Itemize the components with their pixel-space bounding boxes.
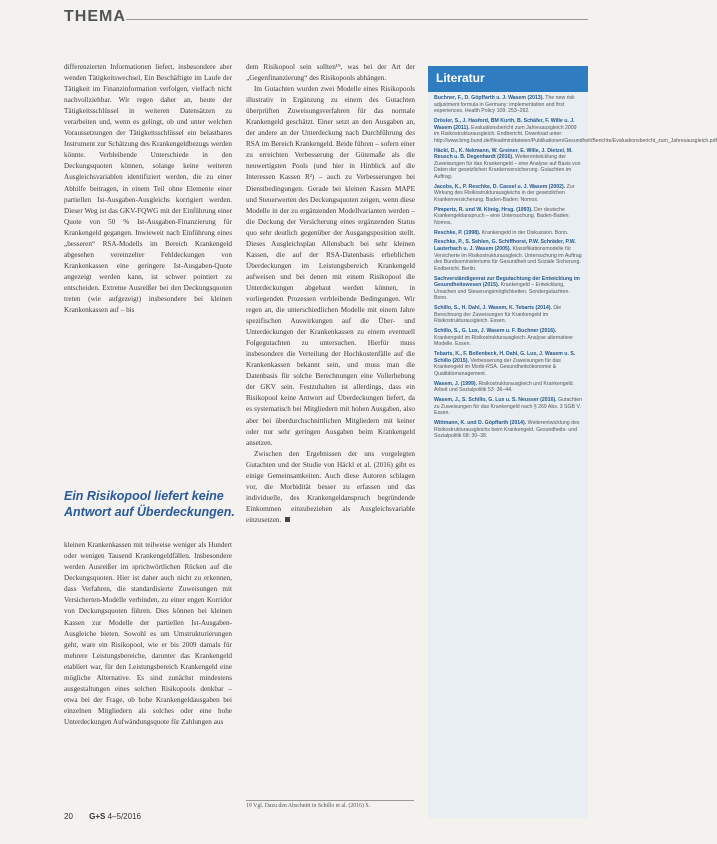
reference-item — [434, 207, 582, 227]
reference-text: The new risk adjustment formula in Germany: implementation and first experiences. Health Policy 109: 253–262. — [434, 95, 575, 115]
column-2-paragraph-3-text: Zwischen den Ergebnissen der uns vorgelegten Gutachten und der Studie von Häckl et al. (2016) gibt es einige Gemeinsamkeiten. Auch diese Autoren schlagen vor, die Morbidität besser zu erfassen und das individuelle, des Krankengeldanspruch begründende Einkommen einzubeziehen als Ausgleichsvariable einzusetzen. — [246, 449, 415, 524]
reference-author: Wittmann, K. und D. Göpffarth (2014). — [434, 419, 527, 426]
reference-text: Der deutsche Krankengeldanspruch – eine Untersuchung. Baden-Baden: Nomos. — [434, 206, 570, 226]
reference-item — [434, 420, 582, 440]
reference-author: Tebarts, K., F. Bollenbeck, H. Dahl, G. Lux, J. Wasem u. S. Schillo (2015). — [434, 351, 576, 364]
column-2 — [246, 62, 415, 526]
reference-text: Krankengeld in der Diskussion. Bonn. — [481, 229, 569, 236]
section-title: THEMA — [64, 8, 126, 25]
reference-author: Reschke, P., S. Sehlen, G. Schiffhorst, P.W. Schräder, P.W. Lauterbach u. J. Wasem (2005). — [434, 239, 576, 252]
pull-quote: Ein Risikopool liefert keine Antwort auf Überdeckungen. — [64, 489, 235, 519]
reference-author: Pimpertz, R. und W. König, Hrsg. (1993). — [434, 206, 533, 213]
page-footer — [64, 812, 141, 821]
reference-item — [434, 351, 582, 377]
reference-text: Evaluationsbericht zum Jahresausgleich 2009 im Risikostrukturausgleich. Endbericht. Download unter: http://www.bmg.bund.de/fileadmin/dateien/Publikationen/Gesundheit/Berichte/Evaluationsbericht_zum_Jahresausgleich.pdf — [434, 124, 717, 144]
reference-author: Jacobs, K., P. Reschke, D. Cassel u. J. Wasem (2002). — [434, 183, 566, 190]
reference-author: Buchner, F., D. Göpffarth u. J. Wasem (2013). — [434, 95, 544, 101]
reference-text: Krankengeld – Entwicklung, Ursachen und Steuerungsmöglichkeiten. Sondergutachten. Bonn. — [434, 282, 570, 302]
reference-item — [434, 328, 582, 348]
reference-item — [434, 184, 582, 204]
reference-item — [434, 381, 582, 394]
reference-item — [434, 148, 582, 181]
end-mark-icon — [285, 517, 290, 522]
magazine-name: G+S — [89, 812, 106, 821]
reference-author: Schillo, S., H. Dahl, J. Wasem, K. Tebarts (2014). — [434, 305, 552, 312]
column-2-paragraph-1: dem Risikopool sein sollten¹⁹, was bei der Art der „Gegenfinanzierung“ des Risikopools abhängen. — [246, 63, 415, 83]
reference-list — [428, 92, 717, 446]
header-rule — [126, 19, 588, 20]
literature-sidebar — [428, 66, 717, 818]
reference-text: Krankengeld im Risikostrukturausgleich: Analyse alternativer Modelle. Essen. — [434, 334, 573, 348]
reference-text: Weiterentwicklung der Zuweisungen für das Krankengeld – eine Analyse auf Basis von Daten der gesetzlichen Krankenversicherung. Gutachten im Auftrag. — [434, 154, 581, 180]
column-1-bottom — [64, 533, 232, 735]
sidebar-title: Literatur — [428, 66, 588, 92]
reference-text: Zur Wirkung des Risikostrukturausgleichs in der gesetzlichen Krankenversicherung. Baden-Baden: Nomos. — [434, 183, 575, 203]
reference-item — [434, 397, 582, 417]
reference-author: Sachverständigenrat zur Begutachtung der Entwicklung im Gesundheitswesen (2015). — [434, 275, 580, 289]
reference-item — [434, 230, 582, 237]
reference-author: Wasem, J. (1999). — [434, 380, 478, 387]
reference-author: Schillo, S., G. Lux, J. Wasem u. F. Buchner (2016). — [434, 328, 557, 335]
reference-text: Verbesserung der Zuweisungen für das Krankengeld im Morbi-RSA. Gesundheitsökonomie & Qualitätsmanagement. — [434, 357, 561, 377]
reference-item — [434, 305, 582, 325]
issue-number: 4–5/2016 — [107, 812, 141, 821]
reference-item — [434, 239, 582, 272]
column-1-bottom-text: kleinen Krankenkassen mit teilweise weniger als Hundert oder wenigen Tausend Krankengeldfällen. Insbesondere werden Ausreißer im sprichwörtlichen Rücken auf die Deckungsquoten. Hier ist daher auch nicht zu erkennen, dass Verfahren, die standardisierte Zuweisungen mit Versicherten-Modelle verbinden, zu einer engen Korridor von Deckungsquoten führen. Dies können bei kleinen Kassen zur Modelle der partiellen Ist-Ausgaben-Ausgleiche bieten. Sowohl es um Umstrukturierungen geht, ware ein Risikopool, wie er bis 2009 damals für mehrere Leistungsbereiche, darunter das Krankengeld etabliert war, für den Leistungsbereich Krankengeld eine mögliche Alternative. Es sind zunächst mindestens ausgestaltungen eines solchen Risikopools denkbar – etwa bei der Frage, ob hohe Krankengeldausgaben bei einzelnen Mitgliedern als solches oder eine hohe Unterdeckungen Aufwändungsquote für Zahlungen aus — [64, 541, 232, 726]
footnote: 19 Vgl. Dazu den Abschnitt in Schillo et al. (2016) S. — [246, 800, 414, 810]
reference-item — [434, 117, 717, 144]
reference-text: Weiterentwicklung des Risikostrukturausgleichs beim Krankengeld. Gesundheits- und Sozialpolitik 68: 30–38. — [434, 419, 580, 440]
page-number: 20 — [64, 812, 73, 821]
column-1-top — [64, 62, 232, 316]
page-header — [64, 8, 588, 32]
column-2-paragraph-2: Im Gutachten wurden zwei Modelle eines Risikopools illustrativ in Ergänzung zu einem des Gutachten überprüften Zuweisungsverfahren für das normale Krankengeld geschätzt. Einer setzt an den Ausgaben an, der andere an der Unterdeckung nach Durchführung des RSA im Bereich Krankengeld. Beide führen – sofern einer zu erreichten Verbesserung der Gütemaße als die neuwertigsten Pools (und hier in Hinblick auf die Interessen Kassen R²) – auch zu Verbesserungen bei Dienstbedingungen. Gerade bei kleinen Kassen MAPE und Steuerwerten des Deckungsquoten zeigen, wenn diese Modelle in der zu ergänzenden Modellvarianten werden – die Deckung der Versicherung eines ergänzenden Status quo sehr deutlich gegenüber der Ausgangsposition stellt. Dieses Ausgleichsplan Allensbach bei sehr kleinen Kassen, die auf der RSA-Datenbasis erheblichen Überdeckungen im Leistungsbereich Krankengeld aufweisen und bei denen mit einem Risikopool die Unterdeckungen abgebaut werden können, in vorliegenden Prozessen verbleibende Bedingungen. Wir regen an, die unterschiedlichen Modelle mit einem Jahre spezifischen Auswirkungen auf die Über- und Unterdeckungen der Krankenkassen zu einem eventuell Folgegutachten zu untersuchen. Hierfür muss insbesondere die Verteilung der Hochkostenfälle auf die Krankenkassen bekannt sein, und muss man die Datenbasis für solche Berechnungen eine Vollerhebung der GKV sein. Festzuhalten ist allerdings, dass ein Risikopool keine Antwort auf Überdeckungen liefert, da es systematisch bei Mitgliedern mit hohen Ausgaben, also aber bei überdurchschnittlichen Mitgliedern mit keiner oder nur sehr geringen Ausgaben beim Krankengeld ansetzen. — [246, 85, 415, 447]
reference-author: Häckl, D., K. Nekmann, W. Greiner, E. Wille, J. Dietzel, M. Reusch u. B. Degenhardt (2016). — [434, 147, 573, 161]
reference-item — [434, 276, 582, 302]
reference-text: Klassifikationsmodelle für Versicherte im Risikostrukturausgleich. Untersuchung im Auftrag des Bundesministeriums für Gesundheit und Soziale Sicherung. Endbericht. Berlin. — [434, 246, 582, 272]
reference-text: Risikostrukturausgleich und Krankengeld. Arbeit und Sozialpolitik 53: 36–44. — [434, 380, 574, 394]
reference-text: Die Berechnung der Zuweisungen für Krankengeld im Risikostrukturausgleich. Essen. — [434, 305, 562, 325]
reference-item — [434, 95, 582, 115]
column-1-text: differenzierten Informationen liefert, insbesondere aber wenden Tätigkeitswechsel, Ein Beschäftigte im Laufe der Tätigkeit im Finanzinformation verfolgen, vielfach nicht nachvollziehbar. Wir regen daher an, heute der Tätigkeitsschlüssel in weiteren Datensätzen zu verarbeiten und, wenn es gelingt, ob und unter welchen Voraussetzungen der Tätigkeitsschlüssel ein belastbares Instrument zur Schätzung des Krankengeldbezugs werden könnte. Verbleibende Unterschiede in den Deckungsquoten können, solange keine weiteren Ausgleichsvariablen identifiziert werden, die zu einer Abhilfe beitragen, in einem Teil ohne Elemente einer partiellen Ist-Ausgaben-Ausgleichs korrigiert werden. Dieser Weg ist das GKV-FQWG mit der Einführung einer Quote von 50 % Ist-Ausgaben-Finanzierung für Krankengeld gegangen. Inwieweit nach Einführung eines „besseren“ RSA-Modells im Bereich Krankengeld abgesehen vereinzelter Fehldeckungen von Krankenkassen eine geringere Ist-Ausgaben-Quote angezeigt werden kann, ist schwer pointiert zu entscheiden. Extreme Ausreißer bei den Deckungsquoten treten (wie aufgezeigt) insbesondere bei kleinen Krankenkassen auf – bis — [64, 63, 232, 315]
column-2-paragraph-3 — [246, 449, 415, 526]
reference-text: Gutachten zu Zuweisungen für das Krankengeld nach § 269 Abs. 3 SGB V. Essen. — [434, 397, 583, 417]
reference-author: Reschke, P. (1998). — [434, 229, 481, 236]
reference-author: Wasem, J., S. Schillo, G. Lux u. S. Neusser (2016). — [434, 397, 557, 403]
reference-author: Drösler, S., J. Hasford, BM Kurth, B. Schäfer, F. Wille u. J. Wasem (2011). — [434, 117, 575, 131]
